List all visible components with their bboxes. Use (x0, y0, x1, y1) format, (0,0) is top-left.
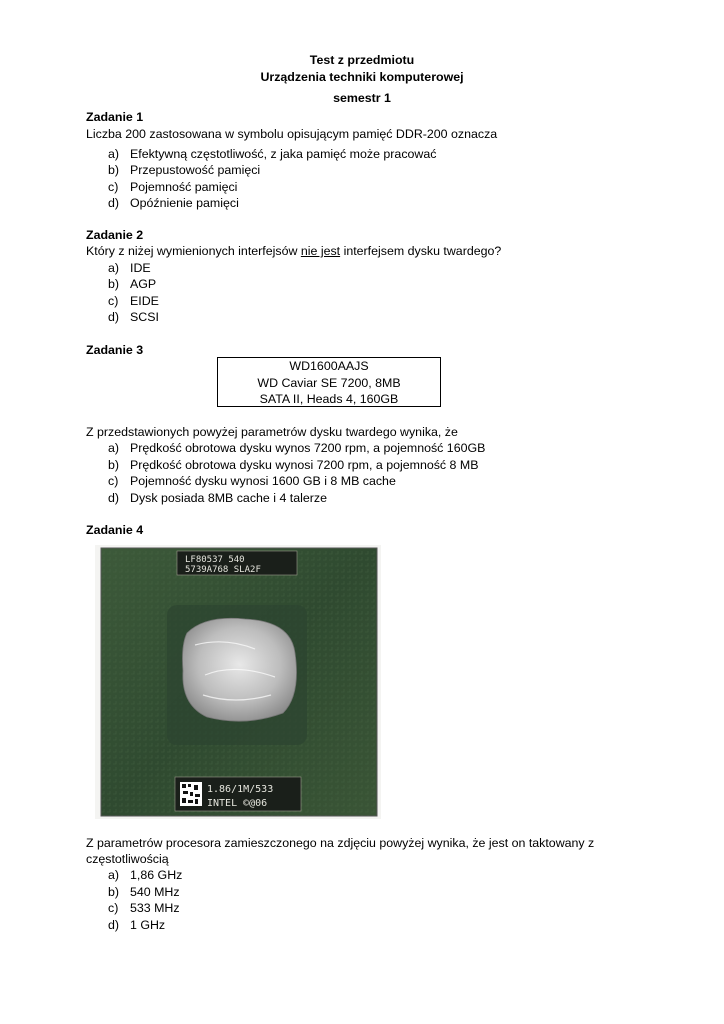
task-3-question: Z przedstawionych powyżej parametrów dysku twardego wynika, że (86, 425, 458, 439)
task-1-heading: Zadanie 1 (86, 110, 144, 124)
option-letter: a) (108, 441, 120, 455)
option-letter: d) (108, 196, 120, 210)
option-text: 540 MHz (130, 885, 180, 899)
option-letter: a) (108, 868, 120, 882)
option-text: IDE (130, 261, 151, 275)
option-letter: a) (108, 261, 120, 275)
option-text: Przepustowość pamięci (130, 163, 261, 177)
option-letter: d) (108, 491, 120, 505)
task-2-option-d (108, 309, 159, 326)
option-text: Pojemność dysku wynosi 1600 GB i 8 MB cache (130, 474, 396, 488)
task-2-option-b (108, 276, 156, 293)
spec-line-model: WD1600AAJS (289, 359, 369, 373)
disk-spec-box (217, 357, 441, 407)
option-text: Pojemność pamięci (130, 180, 238, 194)
task-4-question-line-1: Z parametrów procesora zamieszczonego na zdjęciu powyżej wynika, że jest on taktowany z (86, 836, 595, 850)
option-text: SCSI (130, 310, 159, 324)
option-text: Dysk posiada 8MB cache i 4 talerze (130, 491, 327, 505)
task-2-question (86, 243, 501, 260)
task-4-option-a (108, 867, 182, 884)
task-3-option-c (108, 473, 396, 490)
spec-line-interface: SATA II, Heads 4, 160GB (259, 392, 399, 406)
task-1-option-c (108, 179, 237, 196)
cpu-label-bottom-2: INTEL ©@06 (207, 798, 268, 809)
option-letter: b) (108, 163, 120, 177)
spec-line-series: WD Caviar SE 7200, 8MB (257, 375, 401, 390)
task-3-heading: Zadanie 3 (86, 343, 144, 357)
test-title: Test z przedmiotu (309, 53, 415, 67)
task-3-option-d (108, 490, 327, 507)
cpu-label-bottom-1: 1.86/1M/533 (207, 784, 274, 795)
task-3-option-a (108, 440, 485, 457)
task-4-question-line-2: częstotliwością (86, 852, 169, 866)
task-1-option-b (108, 162, 260, 179)
option-text: AGP (130, 277, 157, 291)
task-3-option-b (108, 457, 478, 474)
task-2-heading: Zadanie 2 (86, 228, 144, 242)
task-2-option-a (108, 260, 151, 277)
option-letter: d) (108, 310, 120, 324)
option-text: 1 GHz (130, 918, 166, 932)
option-letter: c) (108, 294, 119, 308)
subject-title: Urządzenia techniki komputerowej (260, 70, 464, 84)
semester-title: semestr 1 (333, 91, 391, 105)
option-letter: b) (108, 277, 120, 291)
option-letter: d) (108, 918, 120, 932)
processor-photo (95, 545, 381, 819)
option-letter: a) (108, 147, 120, 161)
cpu-label-top-1: LF80537 540 (185, 555, 245, 565)
option-letter: c) (108, 180, 119, 194)
option-text: Efektywną częstotliwość, z jaka pamięć może pracować (130, 147, 437, 161)
task-2-option-c (108, 293, 159, 310)
option-text: EIDE (130, 294, 159, 308)
option-text: Opóźnienie pamięci (130, 196, 239, 210)
task-1-question: Liczba 200 zastosowana w symbolu opisującym pamięć DDR-200 oznacza (86, 127, 498, 141)
option-text: Prędkość obrotowa dysku wynos 7200 rpm, a pojemność 160GB (130, 441, 486, 455)
question-part: interfejsem dysku twardego? (340, 244, 502, 258)
cpu-label-top-2: 5739A768 SLA2F (185, 565, 261, 575)
option-text: 1,86 GHz (130, 868, 183, 882)
task-4-option-b (108, 884, 180, 901)
task-1-option-a (108, 146, 436, 163)
question-part: Który z niżej wymienionych interfejsów (86, 244, 301, 258)
option-letter: b) (108, 885, 120, 899)
task-4-option-c (108, 900, 180, 917)
option-letter: b) (108, 458, 120, 472)
option-text: Prędkość obrotowa dysku wynosi 7200 rpm, a pojemność 8 MB (130, 458, 479, 472)
option-text: 533 MHz (130, 901, 180, 915)
task-1-option-d (108, 195, 239, 212)
question-emphasis: nie jest (300, 244, 341, 258)
option-letter: c) (108, 901, 119, 915)
option-letter: c) (108, 474, 119, 488)
task-4-option-d (108, 917, 165, 934)
task-4-heading: Zadanie 4 (86, 523, 144, 537)
